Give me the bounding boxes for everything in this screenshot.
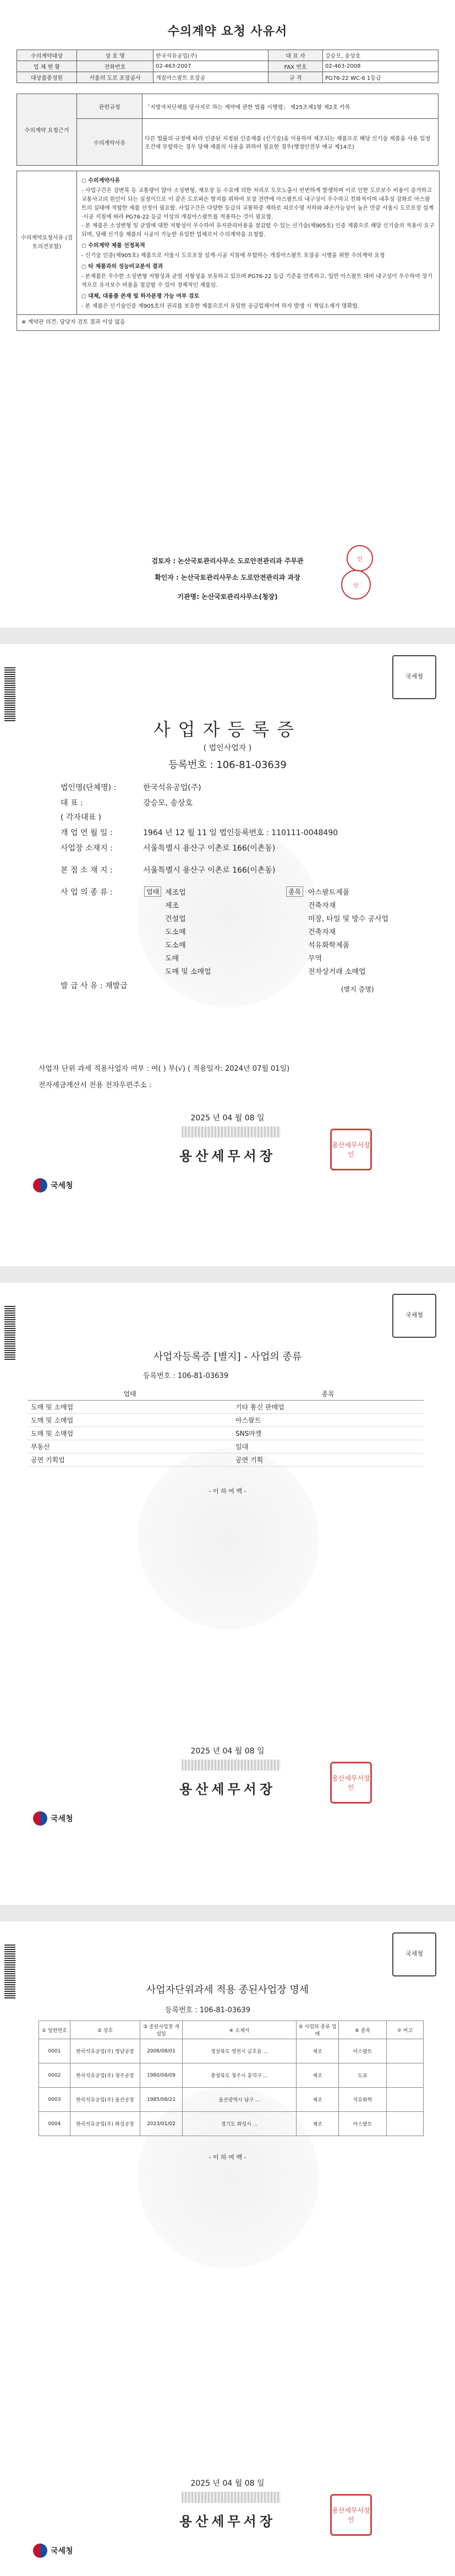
cell: 2006/08/01 (140, 2039, 183, 2063)
cell: 제조 (297, 2039, 339, 2063)
field-ceo-type (61, 812, 143, 823)
reason-box (17, 171, 440, 331)
section-text: - 본제품은 우수한 소성변형 저항성과 균열 저항성을 보유하고 있으며 PG76-22 등급 기준을 만족하고, 일반 아스팔트 대비 내구성이 우수하여 장기적으로 유지보수 비용을 절감할 수 있어 경제적인 제품임. (81, 274, 433, 288)
basis-key: 관련규정 (77, 94, 142, 119)
biz-entry: 제조 (165, 902, 179, 910)
page-separator (0, 1266, 455, 1283)
cell: 부동산 (28, 1440, 232, 1453)
biz-entry: 아스팔트제품 (308, 889, 350, 897)
basis-label: 수의계약 요청근거 (17, 94, 77, 166)
cell: 한국석유공업(주) 청주공장 (70, 2063, 140, 2088)
logo-text: 국세청 (51, 1181, 73, 1190)
nts-seal-icon (392, 655, 436, 699)
table-row (28, 1453, 424, 1467)
col-header: 업태 (28, 1387, 232, 1401)
table-row (39, 2039, 424, 2063)
note-row (17, 315, 439, 330)
biz-entry: 건축자재 (308, 902, 336, 910)
page-request-reason (0, 0, 455, 628)
col-header: ⑥ 종목 (339, 2021, 387, 2039)
biz-col2-tag: 종목 (286, 886, 303, 897)
field-key: 개 업 연 월 일 : (61, 829, 113, 837)
cell: 도매 및 소매업 (28, 1414, 232, 1427)
biz-col2 (308, 886, 388, 979)
field-hq (61, 864, 275, 875)
nts-logo (33, 1811, 73, 1826)
signature-confirmer (0, 573, 455, 582)
cell-value: 02-463-2008 (323, 61, 438, 72)
cell-label: FAX 번호 (268, 61, 323, 72)
cell: 제조 (297, 2088, 339, 2112)
vendor-table (17, 50, 438, 83)
table-row (28, 1414, 424, 1427)
section-text: - 사업구간은 강변북 등 교통량이 많아 소성변형, 재포장 등 수요에 의한 처리로 도로노출시 빈번하게 발생하며 이로 인한 도로보수 비용이 증가하고 교통사고의 원인이 되는 실정이므로 이 같은 도로파손 방지를 위하여 포장 전반에 아스팔트의 내구성이 우수하고 친화적이며 내후성 강화로 아스팔트의 실태에 적합한 제품 선정이 필요함. 사업구간은 다양한 등급의 교통하중 재하로 피로수명 저하와 파손가능성이 높은 만큼 서울시 도로포장 설계·시공 지침에 따라 PG76-22 등급 이상의 개질아스팔트를 적용하는 것이 필요함. - 본 제품은 소성변형 및 균열에 대한 저항성이 우수하여 유지관리비용을 절감할 수 있는 신기술(제905호) 인증 제품으로 해당 신기술의 적용이 요구되며, 당해 신기술 제품의 시공이 가능한 유일한 업체로서 수의계약을 요청함. (81, 188, 435, 238)
stamp-icon: 인 (341, 570, 371, 600)
tax-office-name: 용산세무서장 (179, 1148, 276, 1164)
cell: 2023/01/02 (140, 2112, 183, 2136)
cell-label: 상 호 명 (77, 50, 154, 61)
signature-reviewer (0, 556, 455, 565)
nts-emblem-icon (33, 2544, 47, 2558)
field-name (61, 782, 201, 793)
biz-entry: 제조업 (165, 889, 186, 897)
biz-entry: 건설업 (165, 915, 186, 923)
section-text: - 본 제품은 신기술인증 제905호의 권리를 보유한 제품으로서 유일한 공급업체이며 하자 발생 시 책임소재가 명확함. (81, 303, 360, 309)
row-label: 업 체 현 황 (17, 61, 77, 72)
types-table (28, 1387, 424, 1467)
certificate-title: 사업자등록증 (153, 719, 302, 740)
col-header: ① 일련번호 (39, 2021, 70, 2039)
biz-entry: 전자상거래 소매업 (308, 968, 366, 976)
page-title: 사업자단위과세 적용 종된사업장 명세 (146, 1984, 309, 1996)
field-key: 발 급 사 유 : (61, 982, 103, 990)
einvoice-email: 전자세금계산서 전용 전자우편주소 : (39, 1081, 152, 1090)
cell: 기타 통신 판매업 (232, 1401, 424, 1414)
table-row (28, 1401, 424, 1414)
biz-entry: 미장, 타일 및 방수 공사업 (308, 915, 389, 923)
section-text: - 신기술 인증(제905호) 제품으로 서울시 도로포장 설계·시공 지침에 부합하는 개질아스팔트 포장공 시행을 위한 수의계약 요청 (81, 253, 385, 259)
cell (387, 2112, 424, 2136)
certificate-subtitle: ( 법인사업자 ) (203, 744, 252, 753)
biz-entry: 도소매 (165, 928, 186, 936)
seal-label: 국세청 (405, 673, 423, 680)
basis-value: 다른 법률의 규정에 따라 인증된 지정된 인증제품 (신기술)을 이용하여 제조되는 제품으로 해당 신기술 제품을 사용 일정 조건에 부합하는 경우 당해 제품의 사용을 위하여 필요한 경우(행정안전부 예규 제14조) (142, 119, 438, 166)
field-value: 강승모, 송상호 (143, 799, 193, 808)
cell: 임대 (232, 1440, 424, 1453)
cell: 충청북도 청주시 흥덕구 ... (183, 2063, 297, 2088)
field-location (61, 842, 275, 853)
official-seal-icon: 용산세무서장인 (330, 1129, 372, 1170)
issue-date: 2025 년 04 월 08 일 (190, 1114, 265, 1123)
cell: 경상북도 영천시 금호읍 ... (183, 2039, 297, 2063)
field-key: 본 점 소 재 지 : (61, 866, 113, 875)
table-row (39, 2063, 424, 2088)
nts-seal-icon (392, 1932, 436, 1976)
field-key: 법인명(단체명) : (61, 783, 117, 792)
nts-seal-icon (392, 1294, 436, 1338)
cell: 한국석유공업(주) 영남공장 (70, 2039, 140, 2063)
org-name: 기관명: 논산국토관리사무소(청장) (177, 593, 278, 601)
barcode-strip (182, 1760, 281, 1771)
field-key: ( 각자대표 ) (61, 813, 101, 822)
seal-label: 국세청 (405, 1311, 423, 1319)
biz-entry: 건축자재 (308, 928, 336, 936)
nts-logo (33, 1178, 73, 1192)
biz-col1 (165, 886, 211, 979)
cell: 0001 (39, 2039, 70, 2063)
nts-emblem-icon (33, 1811, 47, 1826)
section-title: ○ 수의계약사유 (81, 178, 120, 184)
cell-label: 전화번호 (77, 61, 154, 72)
extra-note: (별지 층명) (341, 985, 374, 993)
field-value: 서울특별시 용산구 이촌로 166(이촌동) (143, 866, 276, 875)
cell: 아스팔트 (232, 1414, 424, 1427)
biz-entry: 도매 및 소매업 (165, 968, 211, 976)
cell: 석유화학 (339, 2088, 387, 2112)
cell: 아스팔트 (339, 2039, 387, 2063)
registration-number: 등록번호 : 106-81-03639 (165, 2006, 250, 2014)
cell: 도료 (339, 2063, 387, 2088)
biz-entry: 석유화학제품 (308, 941, 350, 950)
cell: 도매 및 소매업 (28, 1401, 232, 1414)
cell-value: 02-463-2007 (154, 61, 268, 72)
cell: 울산광역시 남구 ... (183, 2088, 297, 2112)
field-key: 대 표 : (61, 799, 83, 808)
field-value: 1964 년 12 월 11 일 법인등록번호 : 110111-0048490 (143, 829, 338, 837)
cell: 공연 기획업 (28, 1453, 232, 1467)
barcode-strip (182, 1126, 281, 1137)
cell (387, 2039, 424, 2063)
issue-reason (61, 980, 128, 991)
page-separator (0, 1905, 455, 1921)
logo-text: 국세청 (51, 1815, 73, 1823)
reg-label: 등록번호 : (168, 759, 213, 771)
cell: 도매 및 소매업 (28, 1427, 232, 1440)
cell (387, 2063, 424, 2088)
field-ceo (61, 797, 193, 808)
cell-value: PG76-22 WC-6 1등급 (323, 72, 438, 83)
logo-text: 국세청 (51, 2547, 73, 2556)
field-value: 서울특별시 용산구 이촌로 166(이촌동) (143, 844, 276, 853)
cell: 제조 (297, 2112, 339, 2136)
page-business-types (0, 1283, 455, 1905)
biz-col1-tag: 업태 (144, 886, 161, 897)
col-header: ⑤ 사업의 종류 업태 (297, 2021, 339, 2039)
emblem-watermark-icon (138, 1448, 319, 1630)
col-header: ⑦ 비고 (387, 2021, 424, 2039)
cell: 0004 (39, 2112, 70, 2136)
end-marker: - 이 하 여 백 - (209, 2154, 246, 2161)
basis-key: 수의계약사유 (77, 119, 142, 166)
registration-number (0, 757, 455, 771)
reg-value: 106-81-03639 (216, 759, 287, 771)
cell: SNS마켓 (232, 1427, 424, 1440)
end-marker: - 이 하 여 백 - (209, 1488, 246, 1495)
page-title: 사업자등록증 [별지] - 사업의 종류 (153, 1351, 302, 1363)
field-value: 재발급 (105, 982, 128, 990)
cell-value: 한국석유공업(주) (154, 50, 268, 61)
note-text: ※ 계약관 의견: 담당자 검토 결과 이상 없음 (21, 319, 125, 325)
table-row (39, 2088, 424, 2112)
cell: 제조 (297, 2063, 339, 2088)
section-title: ○ 대체, 대용품 존재 및 하자분쟁 가능 여부 검토 (81, 293, 200, 299)
basis-table (17, 94, 438, 166)
section-title: ○ 수의계약 제품 선정목적 (81, 243, 145, 249)
cell: 공연 기획 (232, 1453, 424, 1467)
row-label: 수의계약대상 (17, 50, 77, 61)
field-value: 한국석유공업(주) (143, 783, 201, 792)
sign-label: 검토자 : (151, 557, 176, 565)
table-row (28, 1440, 424, 1453)
seal-label: 국세청 (405, 1950, 423, 1957)
basis-value: 「지방자치단체를 당사자로 하는 계약에 관한 법률 시행령」 제25조제1항 제2호 카목 (142, 94, 438, 119)
field-key: 사업장 소재지 : (61, 844, 113, 853)
nts-emblem-icon (33, 1178, 47, 1192)
nts-logo (33, 2544, 73, 2558)
tax-office-name: 용산세무서장 (179, 1782, 276, 1797)
sign-value: 논산국토관리사무소 도로안전관리과 과장 (180, 574, 300, 581)
page-branch-list (0, 1921, 455, 2576)
reason-row (17, 171, 439, 315)
cell-label: 규 격 (268, 72, 323, 83)
table-row (28, 1427, 424, 1440)
sign-value: 논산국토관리사무소 도로안전관리과 주무관 (177, 557, 304, 565)
section-title: ○ 타 제품과의 성능비교분석 결과 (81, 264, 163, 270)
cell: 아스팔트 (339, 2112, 387, 2136)
barcode-icon (4, 666, 15, 721)
row-label: 대상품종정원 (17, 72, 77, 83)
cell-value: 개질아스팔트 포장공 (154, 72, 268, 83)
tax-office-name: 용산세무서장 (179, 2514, 276, 2529)
cell: 1980/08/09 (140, 2063, 183, 2088)
cell: 1985/08/21 (140, 2088, 183, 2112)
biz-type-label: 사 업 의 종 류 : (61, 888, 113, 897)
registration-number: 등록번호 : 106-81-03639 (143, 1372, 228, 1380)
table-row (39, 2112, 424, 2136)
biz-entry: 무역 (308, 955, 322, 963)
reason-label: 수의계약요청사유 (검토의견포함) (17, 171, 77, 314)
sign-label: 확인자 : (155, 574, 179, 581)
cell: 경기도 화성시 ... (183, 2112, 297, 2136)
col-header: ② 상호 (70, 2021, 140, 2039)
biz-entry: 도매 (165, 955, 179, 963)
barcode-strip (182, 2492, 281, 2503)
reason-content (77, 171, 439, 314)
col-header: ④ 소재지 (183, 2021, 297, 2039)
page-title: 수의계약 요청 사유서 (167, 25, 288, 39)
cell-label: 서울의 도로 포장공사 (77, 72, 154, 83)
page-business-certificate (0, 644, 455, 1266)
col-header: 종목 (232, 1387, 424, 1401)
page-separator (0, 628, 455, 644)
biz-entry: 도소매 (165, 941, 186, 950)
issue-date: 2025 년 04 월 08 일 (190, 1747, 265, 1756)
cell (387, 2088, 424, 2112)
col-header: ③ 종된사업장 개설일 (140, 2021, 183, 2039)
cell: 한국석유공업(주) 울산공장 (70, 2088, 140, 2112)
cell: 한국석유공업(주) 화성공장 (70, 2112, 140, 2136)
cell-label: 대 표 자 (268, 50, 323, 61)
official-seal-icon: 용산세무서장인 (330, 1762, 372, 1804)
stamp-icon: 인 (347, 545, 373, 571)
cell: 0002 (39, 2063, 70, 2088)
issue-date: 2025 년 04 월 08 일 (190, 2479, 265, 2488)
cell-value: 강승모, 송상호 (323, 50, 438, 61)
cell: 0003 (39, 2088, 70, 2112)
branch-table (39, 2021, 424, 2136)
official-seal-icon: 용산세무서장인 (330, 2494, 372, 2536)
simplified-tax: 사업자 단위 과세 적용사업자 여부 : 여( ) 부(√) ( 적용일자: 2024년 07월 01일) (39, 1065, 290, 1073)
field-open-date (61, 827, 338, 838)
